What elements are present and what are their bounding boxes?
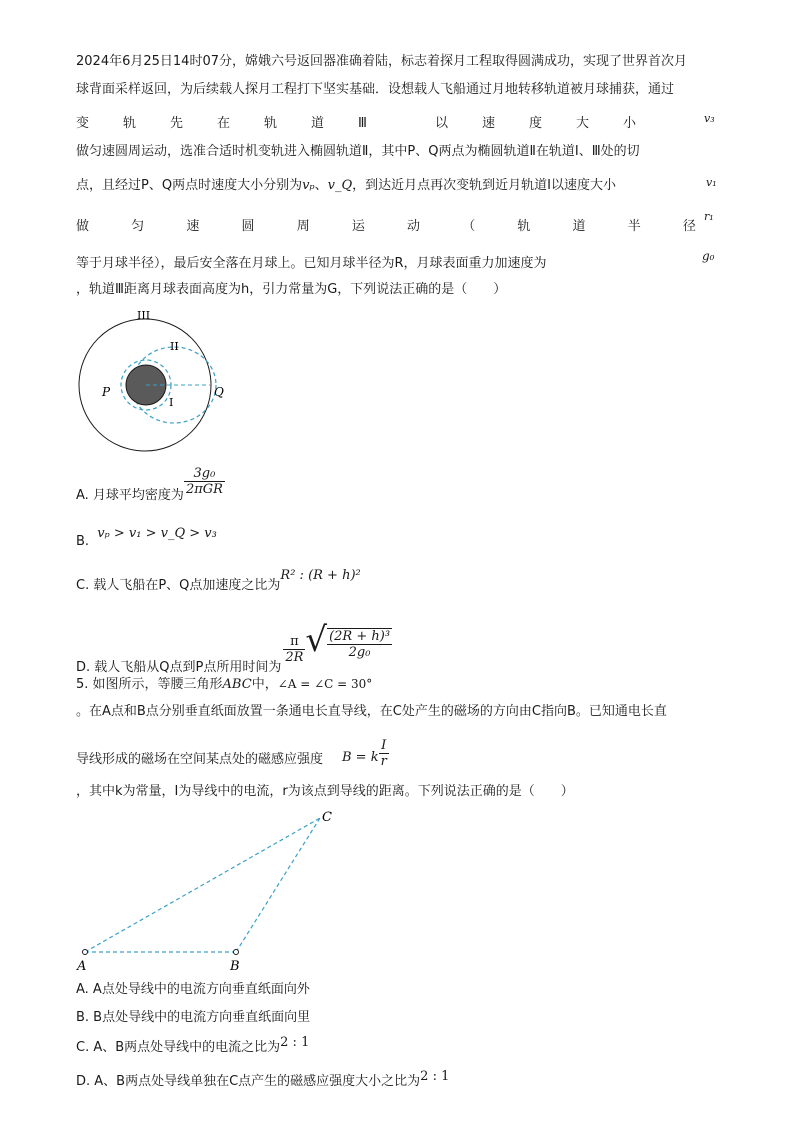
numerator: (2R + h)³: [329, 628, 391, 644]
g0-symbol: g₀: [702, 249, 715, 263]
option-text: D. A、B两点处导线单独在C点产生的磁感应强度大小之比为: [76, 1074, 421, 1089]
r1-symbol: r₁: [704, 210, 714, 223]
word: 速: [481, 116, 495, 131]
word: 周: [296, 219, 310, 234]
acceleration-ratio: R² : (R + h)²: [280, 568, 361, 583]
point-a: [83, 950, 88, 955]
word: 变: [76, 116, 90, 131]
q5-option-a: A. A点处导线中的电流方向垂直纸面向外: [76, 982, 310, 997]
numerator: I: [379, 738, 389, 754]
word: 动: [407, 219, 421, 234]
v1-symbol: v₁: [706, 176, 717, 189]
q4-line-1: 2024年6月25日14时07分，嫦娥六号返回器准确着陆，标志着探月工程取得圆满成功，实现了世界首次月: [76, 54, 687, 69]
option-text: A. 月球平均密度为: [76, 488, 184, 503]
vp-symbol: vₚ: [302, 178, 315, 193]
triangle-name: ABC: [222, 677, 252, 692]
q5-line-1: [76, 674, 372, 695]
sqrt-sign: √: [305, 620, 328, 660]
pi-over-2r: [283, 634, 305, 665]
q4-line-7: 等于月球半径），最后安全落在月球上。已知月球半径为R，月球表面重力加速度为: [76, 256, 547, 271]
triangle-diagram: [70, 805, 350, 975]
text: 点，且经过P、Q两点时速度大小分别为: [76, 178, 303, 193]
word: 道: [572, 219, 586, 234]
label-orbit-3: III: [137, 309, 151, 322]
side-ac: [85, 818, 320, 952]
q4-option-d: [76, 606, 392, 675]
density-fraction: [184, 466, 225, 497]
q4-option-b: [76, 526, 217, 549]
field-ratio: 2 : 1: [420, 1069, 450, 1084]
denominator: 2πGR: [185, 482, 223, 497]
label-a: A: [77, 959, 87, 974]
text: 中，: [251, 677, 278, 692]
q4-line-8: ，轨道Ⅲ距离月球表面高度为h，引力常量为G，下列说法正确的是（ ）: [76, 282, 507, 297]
word: 先: [170, 116, 184, 131]
angle-condition: ∠A = ∠C = 30°: [277, 677, 373, 691]
q5-line-2: 。在A点和B点分别垂直纸面放置一条通电长直导线，在C处产生的磁场的方向由C指向B。已知通电长直: [76, 704, 667, 719]
word: 轨: [264, 116, 278, 131]
point-b: [234, 950, 239, 955]
q5-option-b: B. B点处导线中的电流方向垂直纸面向里: [76, 1010, 311, 1025]
text: 5. 如图所示，等腰三角形: [76, 677, 223, 692]
word: 圆: [241, 219, 255, 234]
i-over-r: [379, 738, 389, 769]
q4-line-3: [76, 114, 636, 134]
q5-line-4: ，其中k为常量，I为导线中的电流，r为该点到导线的距离。下列说法正确的是（ ）: [76, 784, 574, 799]
denominator: 2g₀: [348, 644, 371, 660]
denominator: r: [380, 754, 387, 769]
option-text: D. 载人飞船从Q点到P点所用时间为: [76, 660, 282, 675]
q4-line-2: 球背面采样返回，为后续载人探月工程打下坚实基础．设想载人飞船通过月地转移轨道被月球捕获，通过: [76, 82, 675, 97]
field-formula: [342, 738, 389, 769]
word: 轨: [123, 116, 137, 131]
label-p: P: [102, 385, 111, 399]
q5-option-c: [76, 1036, 309, 1055]
q4-option-c: [76, 564, 361, 593]
q5-line-3: [76, 730, 324, 767]
label-b: B: [230, 959, 240, 974]
q4-line-4: 做匀速圆周运动，选准合适时机变轨进入椭圆轨道Ⅱ，其中P、Q两点为椭圆轨道Ⅱ在轨道Ⅰ、Ⅲ处的切: [76, 144, 640, 159]
word: 道: [311, 116, 325, 131]
word: （: [462, 219, 476, 234]
label-orbit-2: II: [170, 340, 179, 353]
option-text: B.: [76, 534, 90, 549]
label-c: C: [322, 810, 332, 825]
text: 、: [314, 178, 328, 193]
denominator: 2R: [285, 650, 304, 665]
v3-symbol: v₃: [704, 112, 715, 125]
orbit-diagram: [70, 305, 250, 460]
text: ，到达近月点再次变轨到近月轨道Ⅰ以速度大小: [352, 178, 616, 193]
word: 轨: [517, 219, 531, 234]
speed-inequality: vₚ > v₁ > v_Q > v₃: [97, 526, 217, 541]
word: 小: [622, 116, 636, 131]
word: 大: [575, 116, 589, 131]
formula-lhs: B = k: [342, 750, 379, 765]
vq-symbol: v_Q: [327, 178, 353, 193]
word: 在: [217, 116, 231, 131]
side-bc: [236, 818, 320, 952]
word: 做: [76, 219, 90, 234]
option-text: C. 载人飞船在P、Q点加速度之比为: [76, 578, 281, 593]
word: 以: [434, 116, 448, 131]
numerator: 3g₀: [184, 466, 225, 482]
q5-option-d: [76, 1070, 449, 1089]
word: 半: [627, 219, 641, 234]
word: 度: [528, 116, 542, 131]
word: 速: [186, 219, 200, 234]
option-text: C. A、B两点处导线中的电流之比为: [76, 1040, 281, 1055]
numerator: π: [283, 634, 305, 650]
q4-line-6: [76, 217, 696, 237]
word: 径: [682, 219, 696, 234]
q4-line-5: [76, 176, 616, 196]
word: Ⅲ: [358, 116, 367, 131]
q4-option-a: [76, 466, 225, 503]
label-q: Q: [214, 385, 224, 399]
text: 导线形成的磁场在空间某点处的磁感应强度: [76, 752, 324, 767]
label-orbit-1: I: [169, 396, 174, 409]
word: 运: [351, 219, 365, 234]
sqrt-fraction: [327, 628, 392, 660]
current-ratio: 2 : 1: [280, 1035, 310, 1050]
word: 匀: [131, 219, 145, 234]
